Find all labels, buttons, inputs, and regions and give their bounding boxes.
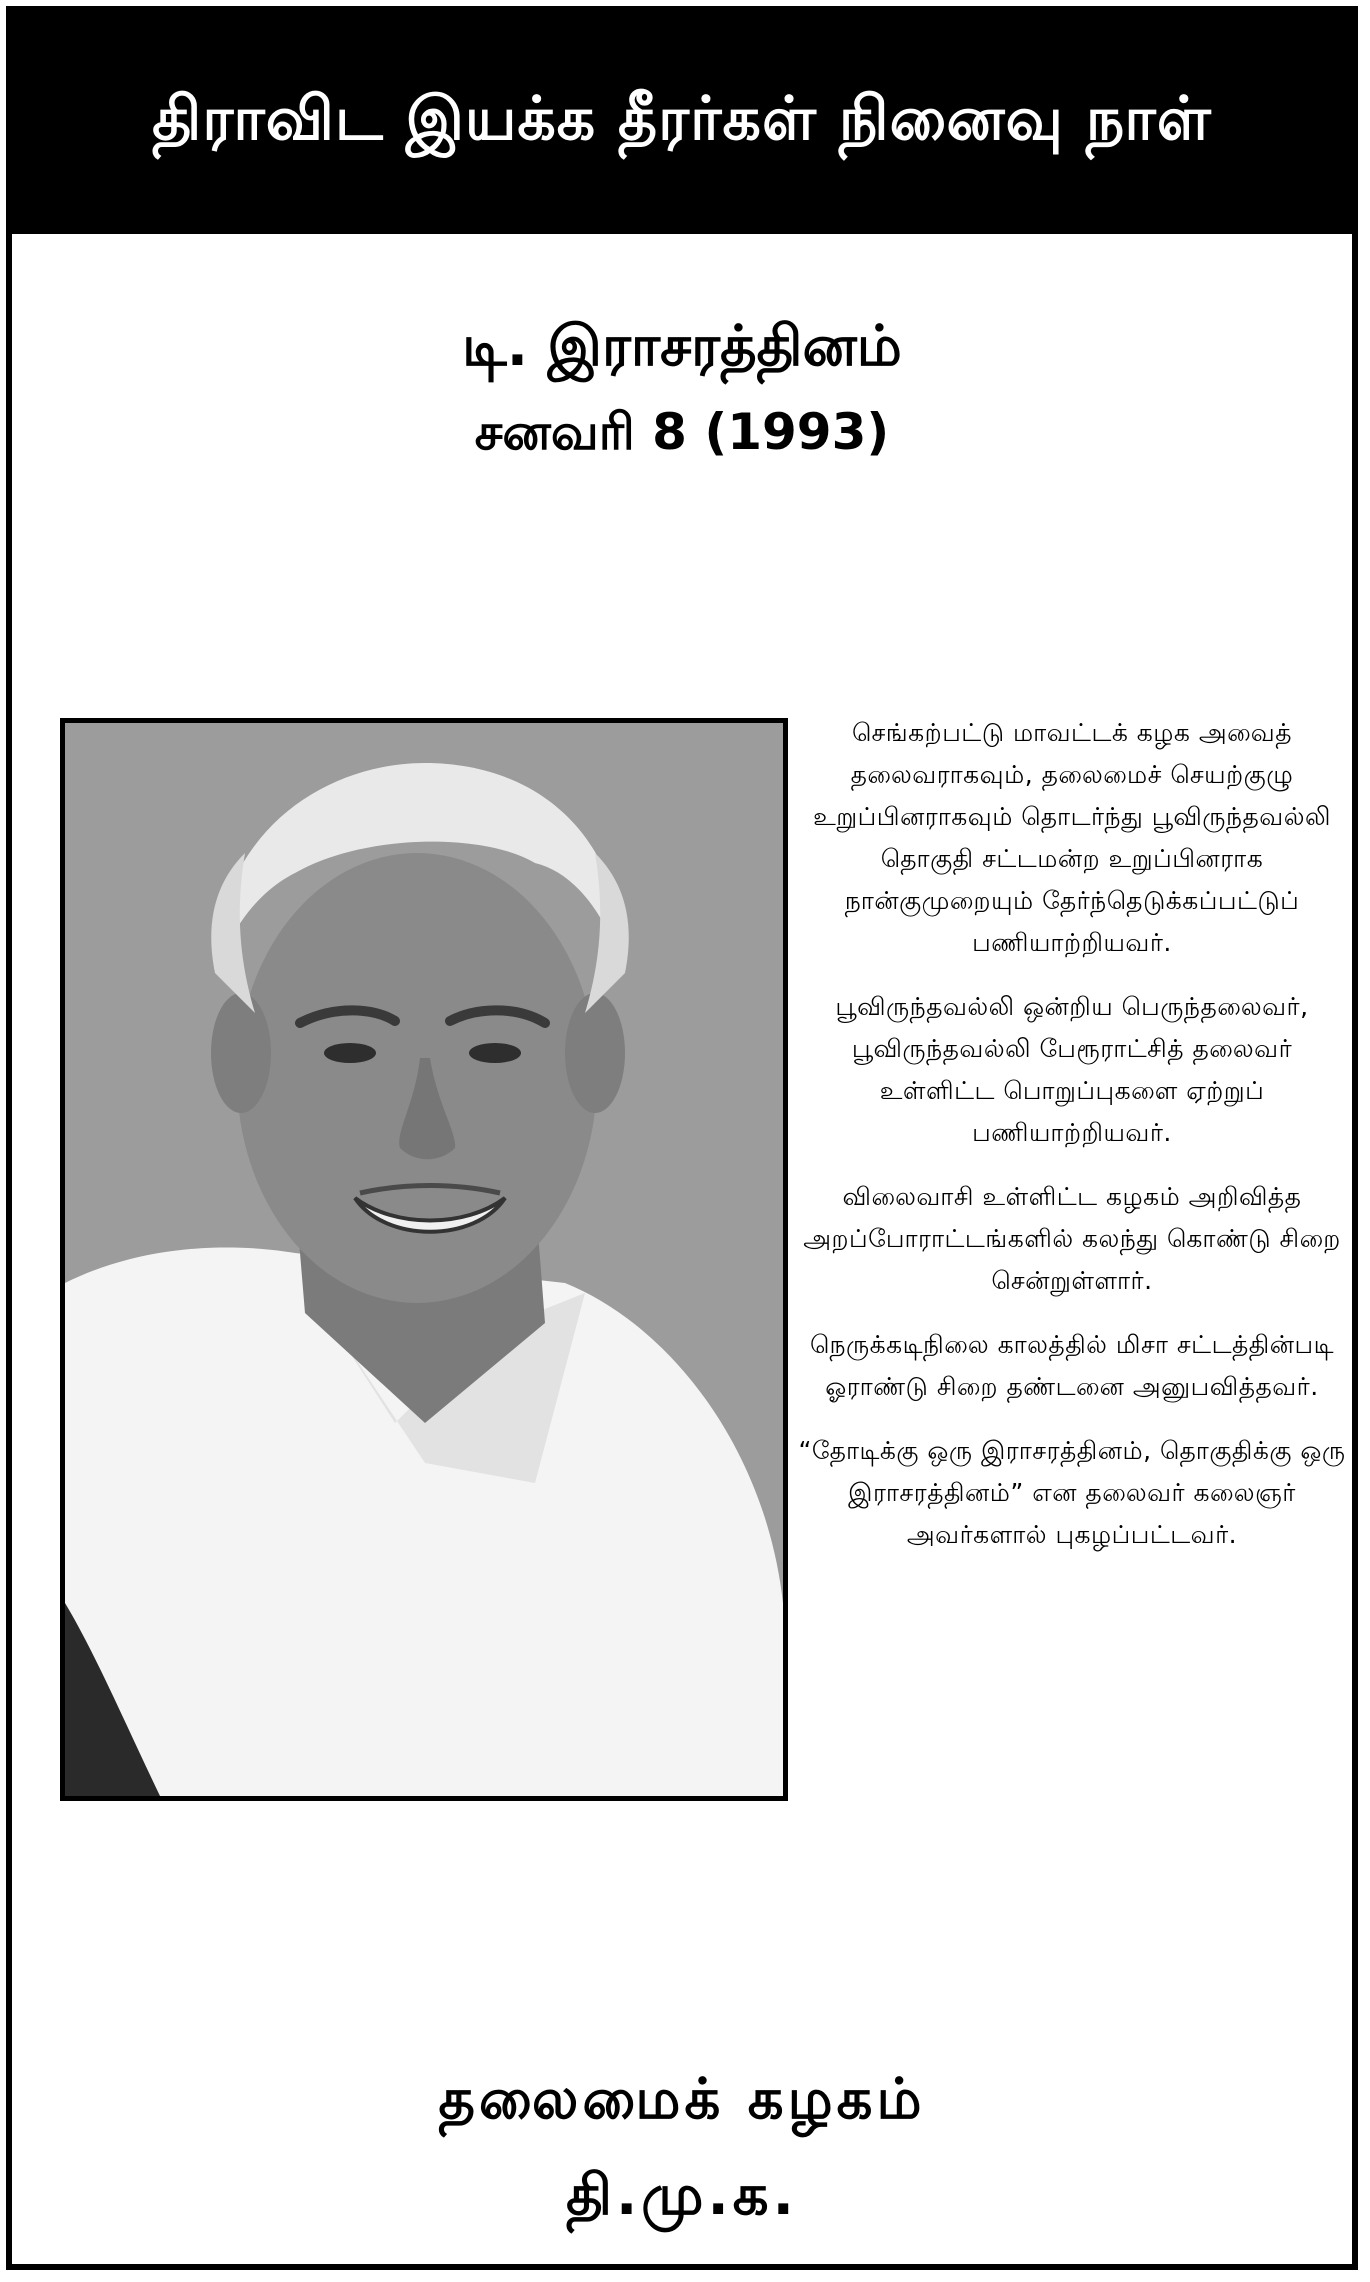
footer-signature	[12, 2052, 1352, 2244]
bio-paragraph: செங்கற்பட்டு மாவட்டக் கழக அவைத் தலைவராகவும், தலைமைச் செயற்குழு உறுப்பினராகவும் தொடர்ந்து பூவிருந்தவல்லி தொகுதி சட்டமன்ற உறுப்பினராக நான்குமுறையும் தேர்ந்தெடுக்கப்பட்டுப் பணியாற்றியவர்.	[813, 718, 1331, 957]
memorial-date: சனவரி 8 (1993)	[474, 403, 890, 461]
memorial-notice	[6, 6, 1358, 2270]
name-block	[12, 302, 1352, 472]
banner-title: திராவிட இயக்க தீரர்கள் நினைவு நாள்	[152, 84, 1212, 154]
bio-paragraph: பூவிருந்தவல்லி ஒன்றிய பெருந்தலைவர், பூவிருந்தவல்லி பேரூராட்சித் தலைவர் உள்ளிட்ட பொறுப்புகளை ஏற்றுப் பணியாற்றியவர்.	[835, 992, 1309, 1147]
biography	[792, 712, 1352, 1578]
portrait-photo	[60, 718, 788, 1801]
bio-paragraph: விலைவாசி உள்ளிட்ட கழகம் அறிவித்த அறப்போராட்டங்களில் கலந்து கொண்டு சிறை சென்றுள்ளார்.	[803, 1182, 1341, 1295]
bio-paragraph: “தோடிக்கு ஒரு இராசரத்தினம், தொகுதிக்கு ஒரு இராசரத்தினம்” என தலைவர் கலைஞர் அவர்களால் புகழப்பட்டவர்.	[798, 1436, 1346, 1549]
portrait-illustration	[65, 723, 783, 1796]
bio-paragraph: நெருக்கடிநிலை காலத்தில் மிசா சட்டத்தின்படி ஓராண்டு சிறை தண்டனை அனுபவித்தவர்.	[810, 1330, 1334, 1401]
head-office-label: தலைமைக் கழகம்	[438, 2067, 926, 2132]
title-banner	[12, 12, 1352, 234]
party-name: தி.மு.க.	[566, 2163, 798, 2228]
person-name: டி. இராசரத்தினம்	[462, 314, 902, 379]
